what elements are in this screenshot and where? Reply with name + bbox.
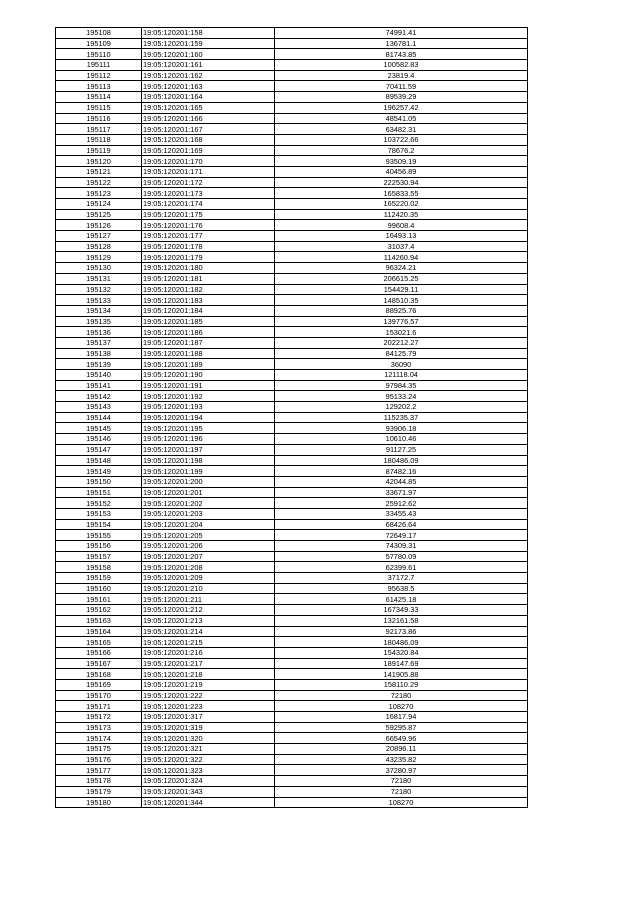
amount-cell: 23819.4 <box>275 70 528 81</box>
record-id-cell: 195179 <box>56 786 142 797</box>
amount-cell: 95133.24 <box>275 391 528 402</box>
table-row <box>56 316 528 327</box>
cadastral-number-cell: 19:05:120201:215 <box>142 637 275 648</box>
cadastral-number-cell: 19:05:120201:319 <box>142 722 275 733</box>
cadastral-number-cell: 19:05:120201:202 <box>142 498 275 509</box>
cadastral-number-cell: 19:05:120201:213 <box>142 615 275 626</box>
record-id-cell: 195110 <box>56 49 142 60</box>
cadastral-number-cell: 19:05:120201:160 <box>142 49 275 60</box>
record-id-cell: 195126 <box>56 220 142 231</box>
amount-cell: 72649.17 <box>275 530 528 541</box>
cadastral-number-cell: 19:05:120201:194 <box>142 412 275 423</box>
amount-cell: 68426.64 <box>275 519 528 530</box>
cadastral-number-cell: 19:05:120201:197 <box>142 444 275 455</box>
cadastral-number-cell: 19:05:120201:320 <box>142 733 275 744</box>
table-row <box>56 583 528 594</box>
amount-cell: 92173.86 <box>275 626 528 637</box>
amount-cell: 148510.35 <box>275 295 528 306</box>
table-row <box>56 551 528 562</box>
record-id-cell: 195129 <box>56 252 142 263</box>
amount-cell: 40456.89 <box>275 166 528 177</box>
cadastral-number-cell: 19:05:120201:190 <box>142 370 275 381</box>
amount-cell: 114260.94 <box>275 252 528 263</box>
cadastral-number-cell: 19:05:120201:216 <box>142 647 275 658</box>
cadastral-number-cell: 19:05:120201:321 <box>142 744 275 755</box>
cadastral-number-cell: 19:05:120201:167 <box>142 124 275 135</box>
table-row <box>56 209 528 220</box>
cadastral-number-cell: 19:05:120201:181 <box>142 273 275 284</box>
table-row <box>56 647 528 658</box>
cadastral-number-cell: 19:05:120201:323 <box>142 765 275 776</box>
record-id-cell: 195112 <box>56 70 142 81</box>
cadastral-number-cell: 19:05:120201:217 <box>142 658 275 669</box>
cadastral-number-cell: 19:05:120201:205 <box>142 530 275 541</box>
record-id-cell: 195142 <box>56 391 142 402</box>
amount-cell: 63482.31 <box>275 124 528 135</box>
amount-cell: 61425.18 <box>275 594 528 605</box>
cadastral-number-cell: 19:05:120201:203 <box>142 508 275 519</box>
amount-cell: 33455.43 <box>275 508 528 519</box>
table-row <box>56 284 528 295</box>
table-row <box>56 327 528 338</box>
table-row <box>56 156 528 167</box>
cadastral-number-cell: 19:05:120201:183 <box>142 295 275 306</box>
table-row <box>56 60 528 71</box>
table-row <box>56 573 528 584</box>
amount-cell: 72180 <box>275 786 528 797</box>
table-row <box>56 679 528 690</box>
cadastral-number-cell: 19:05:120201:161 <box>142 60 275 71</box>
record-id-cell: 195111 <box>56 60 142 71</box>
table-row <box>56 541 528 552</box>
cadastral-number-cell: 19:05:120201:162 <box>142 70 275 81</box>
record-id-cell: 195175 <box>56 744 142 755</box>
table-row <box>56 359 528 370</box>
cadastral-number-cell: 19:05:120201:170 <box>142 156 275 167</box>
amount-cell: 33671.97 <box>275 487 528 498</box>
amount-cell: 31037.4 <box>275 241 528 252</box>
records-table-body <box>56 28 528 808</box>
amount-cell: 59295.87 <box>275 722 528 733</box>
table-row <box>56 273 528 284</box>
amount-cell: 165220.02 <box>275 199 528 210</box>
record-id-cell: 195161 <box>56 594 142 605</box>
table-row <box>56 626 528 637</box>
cadastral-number-cell: 19:05:120201:173 <box>142 188 275 199</box>
cadastral-number-cell: 19:05:120201:182 <box>142 284 275 295</box>
amount-cell: 10610.46 <box>275 434 528 445</box>
records-table <box>55 27 528 808</box>
table-row <box>56 199 528 210</box>
cadastral-number-cell: 19:05:120201:204 <box>142 519 275 530</box>
table-row <box>56 487 528 498</box>
record-id-cell: 195178 <box>56 776 142 787</box>
record-id-cell: 195148 <box>56 455 142 466</box>
record-id-cell: 195160 <box>56 583 142 594</box>
record-id-cell: 195132 <box>56 284 142 295</box>
amount-cell: 108270 <box>275 701 528 712</box>
cadastral-number-cell: 19:05:120201:180 <box>142 263 275 274</box>
table-row <box>56 145 528 156</box>
table-row <box>56 305 528 316</box>
record-id-cell: 195120 <box>56 156 142 167</box>
cadastral-number-cell: 19:05:120201:211 <box>142 594 275 605</box>
cadastral-number-cell: 19:05:120201:223 <box>142 701 275 712</box>
amount-cell: 43235.82 <box>275 754 528 765</box>
table-row <box>56 637 528 648</box>
record-id-cell: 195163 <box>56 615 142 626</box>
cadastral-number-cell: 19:05:120201:168 <box>142 134 275 145</box>
table-row <box>56 380 528 391</box>
record-id-cell: 195162 <box>56 605 142 616</box>
record-id-cell: 195144 <box>56 412 142 423</box>
amount-cell: 62399.61 <box>275 562 528 573</box>
record-id-cell: 195170 <box>56 690 142 701</box>
record-id-cell: 195151 <box>56 487 142 498</box>
cadastral-number-cell: 19:05:120201:195 <box>142 423 275 434</box>
table-row <box>56 28 528 39</box>
amount-cell: 141905.88 <box>275 669 528 680</box>
record-id-cell: 195168 <box>56 669 142 680</box>
table-row <box>56 712 528 723</box>
table-row <box>56 508 528 519</box>
record-id-cell: 195125 <box>56 209 142 220</box>
amount-cell: 37280.97 <box>275 765 528 776</box>
amount-cell: 202212.27 <box>275 337 528 348</box>
amount-cell: 132161.58 <box>275 615 528 626</box>
amount-cell: 99608.4 <box>275 220 528 231</box>
record-id-cell: 195164 <box>56 626 142 637</box>
cadastral-number-cell: 19:05:120201:322 <box>142 754 275 765</box>
cadastral-number-cell: 19:05:120201:196 <box>142 434 275 445</box>
cadastral-number-cell: 19:05:120201:201 <box>142 487 275 498</box>
table-row <box>56 498 528 509</box>
record-id-cell: 195174 <box>56 733 142 744</box>
amount-cell: 16493.13 <box>275 231 528 242</box>
table-row <box>56 402 528 413</box>
table-row <box>56 615 528 626</box>
table-row <box>56 177 528 188</box>
amount-cell: 153021.6 <box>275 327 528 338</box>
amount-cell: 72180 <box>275 776 528 787</box>
record-id-cell: 195167 <box>56 658 142 669</box>
cadastral-number-cell: 19:05:120201:344 <box>142 797 275 808</box>
table-row <box>56 754 528 765</box>
table-row <box>56 391 528 402</box>
table-row <box>56 658 528 669</box>
cadastral-number-cell: 19:05:120201:187 <box>142 337 275 348</box>
amount-cell: 89539.29 <box>275 92 528 103</box>
record-id-cell: 195180 <box>56 797 142 808</box>
table-row <box>56 423 528 434</box>
amount-cell: 167349.33 <box>275 605 528 616</box>
amount-cell: 136781.1 <box>275 38 528 49</box>
record-id-cell: 195123 <box>56 188 142 199</box>
table-row <box>56 124 528 135</box>
record-id-cell: 195159 <box>56 573 142 584</box>
amount-cell: 158110.29 <box>275 679 528 690</box>
amount-cell: 20896.11 <box>275 744 528 755</box>
cadastral-number-cell: 19:05:120201:191 <box>142 380 275 391</box>
table-row <box>56 434 528 445</box>
amount-cell: 103722.66 <box>275 134 528 145</box>
amount-cell: 37172.7 <box>275 573 528 584</box>
record-id-cell: 195171 <box>56 701 142 712</box>
record-id-cell: 195134 <box>56 305 142 316</box>
record-id-cell: 195176 <box>56 754 142 765</box>
table-row <box>56 295 528 306</box>
cadastral-number-cell: 19:05:120201:159 <box>142 38 275 49</box>
cadastral-number-cell: 19:05:120201:199 <box>142 466 275 477</box>
cadastral-number-cell: 19:05:120201:317 <box>142 712 275 723</box>
table-row <box>56 594 528 605</box>
record-id-cell: 195177 <box>56 765 142 776</box>
cadastral-number-cell: 19:05:120201:179 <box>142 252 275 263</box>
table-row <box>56 455 528 466</box>
amount-cell: 154429.11 <box>275 284 528 295</box>
table-row <box>56 765 528 776</box>
table-row <box>56 263 528 274</box>
record-id-cell: 195135 <box>56 316 142 327</box>
amount-cell: 70411.59 <box>275 81 528 92</box>
table-row <box>56 776 528 787</box>
cadastral-number-cell: 19:05:120201:189 <box>142 359 275 370</box>
record-id-cell: 195114 <box>56 92 142 103</box>
cadastral-number-cell: 19:05:120201:165 <box>142 102 275 113</box>
table-row <box>56 690 528 701</box>
cadastral-number-cell: 19:05:120201:210 <box>142 583 275 594</box>
cadastral-number-cell: 19:05:120201:207 <box>142 551 275 562</box>
table-row <box>56 744 528 755</box>
cadastral-number-cell: 19:05:120201:177 <box>142 231 275 242</box>
table-row <box>56 412 528 423</box>
amount-cell: 16817.94 <box>275 712 528 723</box>
record-id-cell: 195121 <box>56 166 142 177</box>
record-id-cell: 195118 <box>56 134 142 145</box>
record-id-cell: 195128 <box>56 241 142 252</box>
record-id-cell: 195108 <box>56 28 142 39</box>
table-row <box>56 220 528 231</box>
amount-cell: 165833.55 <box>275 188 528 199</box>
table-row <box>56 444 528 455</box>
record-id-cell: 195169 <box>56 679 142 690</box>
record-id-cell: 195149 <box>56 466 142 477</box>
record-id-cell: 195158 <box>56 562 142 573</box>
amount-cell: 108270 <box>275 797 528 808</box>
table-row <box>56 786 528 797</box>
table-row <box>56 241 528 252</box>
record-id-cell: 195124 <box>56 199 142 210</box>
record-id-cell: 195141 <box>56 380 142 391</box>
amount-cell: 222530.94 <box>275 177 528 188</box>
cadastral-number-cell: 19:05:120201:192 <box>142 391 275 402</box>
table-row <box>56 81 528 92</box>
cadastral-number-cell: 19:05:120201:214 <box>142 626 275 637</box>
table-row <box>56 337 528 348</box>
amount-cell: 154320.84 <box>275 647 528 658</box>
amount-cell: 115235.37 <box>275 412 528 423</box>
record-id-cell: 195140 <box>56 370 142 381</box>
cadastral-number-cell: 19:05:120201:158 <box>142 28 275 39</box>
cadastral-number-cell: 19:05:120201:164 <box>142 92 275 103</box>
amount-cell: 93906.18 <box>275 423 528 434</box>
amount-cell: 88925.76 <box>275 305 528 316</box>
amount-cell: 66549.96 <box>275 733 528 744</box>
amount-cell: 93509.19 <box>275 156 528 167</box>
amount-cell: 129202.2 <box>275 402 528 413</box>
record-id-cell: 195166 <box>56 647 142 658</box>
amount-cell: 74991.41 <box>275 28 528 39</box>
record-id-cell: 195157 <box>56 551 142 562</box>
record-id-cell: 195131 <box>56 273 142 284</box>
record-id-cell: 195122 <box>56 177 142 188</box>
cadastral-number-cell: 19:05:120201:198 <box>142 455 275 466</box>
amount-cell: 25912.62 <box>275 498 528 509</box>
record-id-cell: 195116 <box>56 113 142 124</box>
record-id-cell: 195130 <box>56 263 142 274</box>
table-row <box>56 252 528 263</box>
record-id-cell: 195172 <box>56 712 142 723</box>
amount-cell: 180486.09 <box>275 637 528 648</box>
cadastral-number-cell: 19:05:120201:206 <box>142 541 275 552</box>
amount-cell: 121118.04 <box>275 370 528 381</box>
amount-cell: 78676.2 <box>275 145 528 156</box>
amount-cell: 87482.16 <box>275 466 528 477</box>
record-id-cell: 195139 <box>56 359 142 370</box>
amount-cell: 139776.57 <box>275 316 528 327</box>
table-row <box>56 134 528 145</box>
record-id-cell: 195119 <box>56 145 142 156</box>
cadastral-number-cell: 19:05:120201:208 <box>142 562 275 573</box>
record-id-cell: 195147 <box>56 444 142 455</box>
cadastral-number-cell: 19:05:120201:166 <box>142 113 275 124</box>
amount-cell: 72180 <box>275 690 528 701</box>
table-row <box>56 701 528 712</box>
table-row <box>56 92 528 103</box>
table-row <box>56 519 528 530</box>
cadastral-number-cell: 19:05:120201:176 <box>142 220 275 231</box>
cadastral-number-cell: 19:05:120201:209 <box>142 573 275 584</box>
record-id-cell: 195136 <box>56 327 142 338</box>
table-row <box>56 70 528 81</box>
record-id-cell: 195150 <box>56 476 142 487</box>
record-id-cell: 195109 <box>56 38 142 49</box>
cadastral-number-cell: 19:05:120201:219 <box>142 679 275 690</box>
cadastral-number-cell: 19:05:120201:178 <box>142 241 275 252</box>
table-row <box>56 102 528 113</box>
cadastral-number-cell: 19:05:120201:184 <box>142 305 275 316</box>
table-row <box>56 476 528 487</box>
table-row <box>56 38 528 49</box>
table-row <box>56 530 528 541</box>
record-id-cell: 195153 <box>56 508 142 519</box>
cadastral-number-cell: 19:05:120201:324 <box>142 776 275 787</box>
cadastral-number-cell: 19:05:120201:185 <box>142 316 275 327</box>
cadastral-number-cell: 19:05:120201:218 <box>142 669 275 680</box>
amount-cell: 91127.25 <box>275 444 528 455</box>
cadastral-number-cell: 19:05:120201:343 <box>142 786 275 797</box>
table-row <box>56 466 528 477</box>
amount-cell: 100582.83 <box>275 60 528 71</box>
amount-cell: 96324.21 <box>275 263 528 274</box>
cadastral-number-cell: 19:05:120201:222 <box>142 690 275 701</box>
cadastral-number-cell: 19:05:120201:174 <box>142 199 275 210</box>
record-id-cell: 195165 <box>56 637 142 648</box>
cadastral-number-cell: 19:05:120201:175 <box>142 209 275 220</box>
record-id-cell: 195137 <box>56 337 142 348</box>
amount-cell: 36090 <box>275 359 528 370</box>
amount-cell: 112420.35 <box>275 209 528 220</box>
cadastral-number-cell: 19:05:120201:171 <box>142 166 275 177</box>
table-row <box>56 113 528 124</box>
cadastral-number-cell: 19:05:120201:193 <box>142 402 275 413</box>
table-row <box>56 231 528 242</box>
record-id-cell: 195143 <box>56 402 142 413</box>
record-id-cell: 195146 <box>56 434 142 445</box>
table-row <box>56 348 528 359</box>
table-row <box>56 166 528 177</box>
cadastral-number-cell: 19:05:120201:169 <box>142 145 275 156</box>
cadastral-number-cell: 19:05:120201:212 <box>142 605 275 616</box>
amount-cell: 196257.42 <box>275 102 528 113</box>
table-row <box>56 797 528 808</box>
record-id-cell: 195173 <box>56 722 142 733</box>
cadastral-number-cell: 19:05:120201:163 <box>142 81 275 92</box>
amount-cell: 84125.79 <box>275 348 528 359</box>
amount-cell: 95638.5 <box>275 583 528 594</box>
cadastral-number-cell: 19:05:120201:200 <box>142 476 275 487</box>
record-id-cell: 195117 <box>56 124 142 135</box>
record-id-cell: 195127 <box>56 231 142 242</box>
record-id-cell: 195155 <box>56 530 142 541</box>
amount-cell: 48541.05 <box>275 113 528 124</box>
record-id-cell: 195145 <box>56 423 142 434</box>
record-id-cell: 195156 <box>56 541 142 552</box>
amount-cell: 97984.35 <box>275 380 528 391</box>
table-row <box>56 188 528 199</box>
amount-cell: 81743.85 <box>275 49 528 60</box>
amount-cell: 180486.09 <box>275 455 528 466</box>
table-row <box>56 733 528 744</box>
record-id-cell: 195138 <box>56 348 142 359</box>
table-row <box>56 669 528 680</box>
amount-cell: 74309.31 <box>275 541 528 552</box>
amount-cell: 206615.25 <box>275 273 528 284</box>
table-row <box>56 722 528 733</box>
record-id-cell: 195115 <box>56 102 142 113</box>
cadastral-number-cell: 19:05:120201:188 <box>142 348 275 359</box>
cadastral-number-cell: 19:05:120201:172 <box>142 177 275 188</box>
table-row <box>56 562 528 573</box>
table-row <box>56 49 528 60</box>
record-id-cell: 195113 <box>56 81 142 92</box>
amount-cell: 42044.85 <box>275 476 528 487</box>
amount-cell: 57780.09 <box>275 551 528 562</box>
amount-cell: 189147.69 <box>275 658 528 669</box>
table-row <box>56 370 528 381</box>
record-id-cell: 195133 <box>56 295 142 306</box>
cadastral-number-cell: 19:05:120201:186 <box>142 327 275 338</box>
table-row <box>56 605 528 616</box>
record-id-cell: 195154 <box>56 519 142 530</box>
record-id-cell: 195152 <box>56 498 142 509</box>
